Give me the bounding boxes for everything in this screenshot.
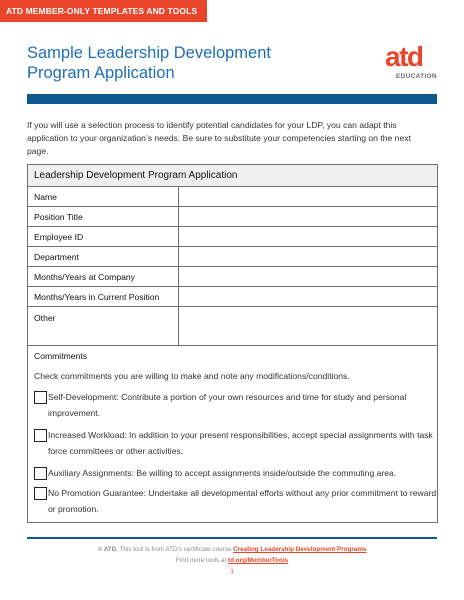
months-in-position-field[interactable] <box>179 287 438 307</box>
self-development-checkbox[interactable] <box>34 391 47 404</box>
form-table-header <box>28 165 438 187</box>
page-footer <box>0 544 464 577</box>
position-title-field[interactable] <box>179 207 438 227</box>
page-title-line-2: Program Application <box>27 63 175 82</box>
auxiliary-assignments-checkbox[interactable] <box>34 467 47 480</box>
form-row-other <box>28 307 438 346</box>
months-at-company-field[interactable] <box>179 267 438 287</box>
form-row-employee-id <box>28 227 438 247</box>
other-field[interactable] <box>179 307 438 346</box>
logo-subtitle: EDUCATION <box>396 73 437 80</box>
page-title-line-1: Sample Leadership Development <box>27 44 271 62</box>
commitment-text: Auxiliary Assignments: Be willing to accept assignments inside/outside the commuting area. <box>48 468 397 478</box>
form-row-department <box>28 247 438 267</box>
footer-copyright: © ATD. <box>97 546 118 553</box>
form-row-name <box>28 187 438 207</box>
commitments-title: Commitments <box>34 351 88 361</box>
footer-course-text: This tool is from ATD’s certificate course <box>117 546 234 553</box>
logo-wordmark: atd <box>385 41 423 72</box>
no-promotion-guarantee-checkbox[interactable] <box>34 487 47 500</box>
form-row-months-at-company <box>28 267 438 287</box>
form-label: Name <box>28 187 179 207</box>
form-row-position-title <box>28 207 438 227</box>
form-label: Months/Years at Company <box>28 267 179 287</box>
commitment-text: Self-Development: Contribute a portion of your own resources and time for study and personal improvement. <box>48 392 407 418</box>
intro-paragraph: If you will use a selection process to identify potential candidates for your LDP, you can adapt this application to your organization’s needs. Be sure to substitute your competencies starting on the next page. <box>27 120 411 156</box>
member-tools-link[interactable]: td.org/MemberTools <box>228 557 289 564</box>
commitment-text: No Promotion Guarantee: Undertake all developmental efforts without any prior commitment to reward or promotion. <box>48 488 437 514</box>
course-link[interactable]: Creating Leadership Development Programs <box>233 546 367 553</box>
page-number: 1 <box>230 568 234 575</box>
form-table-heading: Leadership Development Program Application <box>28 165 438 187</box>
form-label: Other <box>28 307 179 346</box>
department-field[interactable] <box>179 247 438 267</box>
form-label: Department <box>28 247 179 267</box>
commitments-instructions: Check commitments you are willing to make and note any modifications/conditions. <box>34 371 350 381</box>
commitment-text: Increased Workload: In addition to your present responsibilities, accept special assignments with task force committees or other activities. <box>48 430 433 456</box>
form-row-months-in-position <box>28 287 438 307</box>
atd-education-logo <box>384 41 440 86</box>
application-form-table <box>27 164 438 346</box>
footer-line-2 <box>0 555 464 566</box>
member-banner: ATD MEMBER-ONLY TEMPLATES AND TOOLS <box>0 0 207 22</box>
title-divider-bar <box>27 94 437 104</box>
footer-line-1 <box>0 544 464 555</box>
page-title <box>27 44 327 83</box>
footer-divider-bar <box>27 537 437 539</box>
form-label: Position Title <box>28 207 179 227</box>
commitments-section <box>27 345 438 523</box>
employee-id-field[interactable] <box>179 227 438 247</box>
footer-tools-text: Find more tools at <box>175 557 229 564</box>
increased-workload-checkbox[interactable] <box>34 429 47 442</box>
form-label: Employee ID <box>28 227 179 247</box>
name-field[interactable] <box>179 187 438 207</box>
form-label: Months/Years in Current Position <box>28 287 179 307</box>
